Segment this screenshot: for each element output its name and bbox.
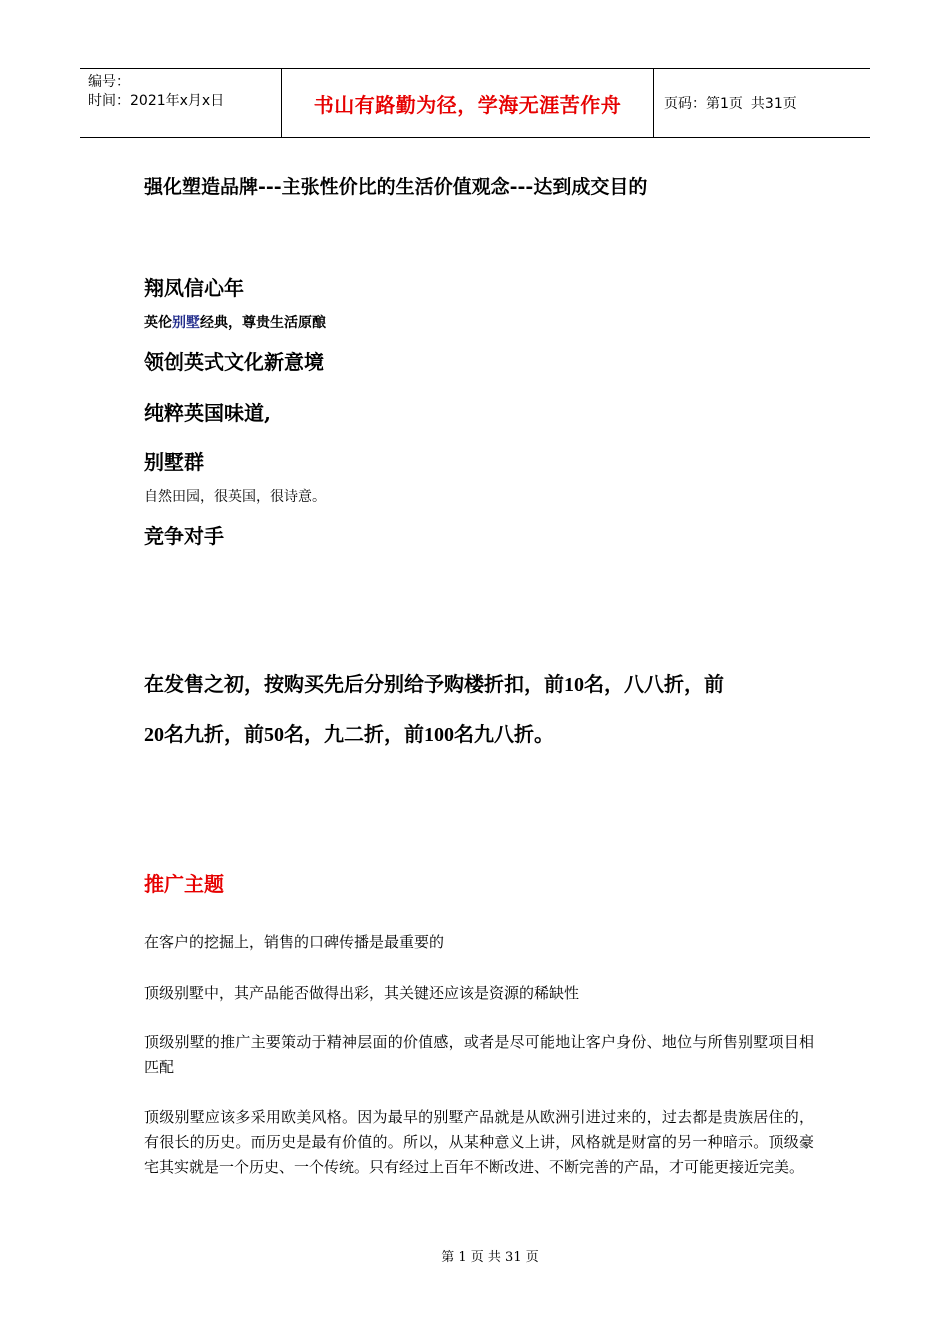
header-table bbox=[80, 68, 870, 138]
promo-title: 推广主题 bbox=[144, 872, 224, 896]
line-culture: 领创英式文化新意境 bbox=[144, 350, 324, 374]
brand-slogan: 强化塑造品牌---主张性价比的生活价值观念---达到成交目的 bbox=[144, 176, 648, 198]
paragraph-4: 顶级别墅应该多采用欧美风格。因为最早的别墅产品就是从欧洲引进过来的，过去都是贵族居住的，有很长的历史。而历史是最有价值的。所以，从某种意义上讲，风格就是财富的另一种暗示。顶级豪宅其实就是一个历史、一个传统。只有经过上百年不断改进、不断完善的产品，才可能更接近完美。 bbox=[144, 1108, 814, 1176]
header-total-label: 共31页 bbox=[750, 96, 797, 112]
line-taste: 纯粹英国味道, bbox=[144, 401, 271, 425]
line-nature: 自然田园，很英国，很诗意。 bbox=[144, 489, 326, 505]
title-confidence-year: 翔凤信心年 bbox=[144, 276, 244, 300]
header-motto-cell bbox=[282, 69, 654, 137]
document-time-label: 时间：2021年x月x日 bbox=[88, 93, 225, 109]
line-competitor: 竞争对手 bbox=[144, 524, 224, 548]
subtitle-british-villa bbox=[144, 312, 326, 332]
paragraph-2: 顶级别墅中，其产品能否做得出彩，其关键还应该是资源的稀缺性 bbox=[144, 984, 580, 1002]
discount-line-1: 在发售之初，按购买先后分别给予购楼折扣，前10名，八八折，前 bbox=[144, 674, 724, 696]
document-code-label: 编号： bbox=[88, 74, 130, 90]
page-footer: 第 1 页 共 31 页 bbox=[441, 1250, 539, 1265]
header-motto: 书山有路勤为径，学海无涯苦作舟 bbox=[313, 92, 622, 117]
subtitle-after: 经典，尊贵生活原酿 bbox=[200, 315, 326, 331]
header-page-cell bbox=[654, 69, 870, 137]
header-meta-cell bbox=[80, 69, 282, 137]
line-villa-group: 别墅群 bbox=[144, 450, 204, 474]
paragraph-3: 顶级别墅的推广主要策动于精神层面的价值感，或者是尽可能地让客户身份、地位与所售别墅项目相匹配 bbox=[144, 1033, 814, 1076]
paragraph-1: 在客户的挖掘上，销售的口碑传播是最重要的 bbox=[144, 933, 445, 951]
subtitle-highlight: 别墅 bbox=[172, 315, 200, 331]
header-page-label: 页码：第1页 bbox=[664, 96, 743, 112]
discount-line-2: 20名九折，前50名，九二折，前100名九八折。 bbox=[144, 724, 554, 746]
subtitle-before: 英伦 bbox=[144, 315, 172, 331]
